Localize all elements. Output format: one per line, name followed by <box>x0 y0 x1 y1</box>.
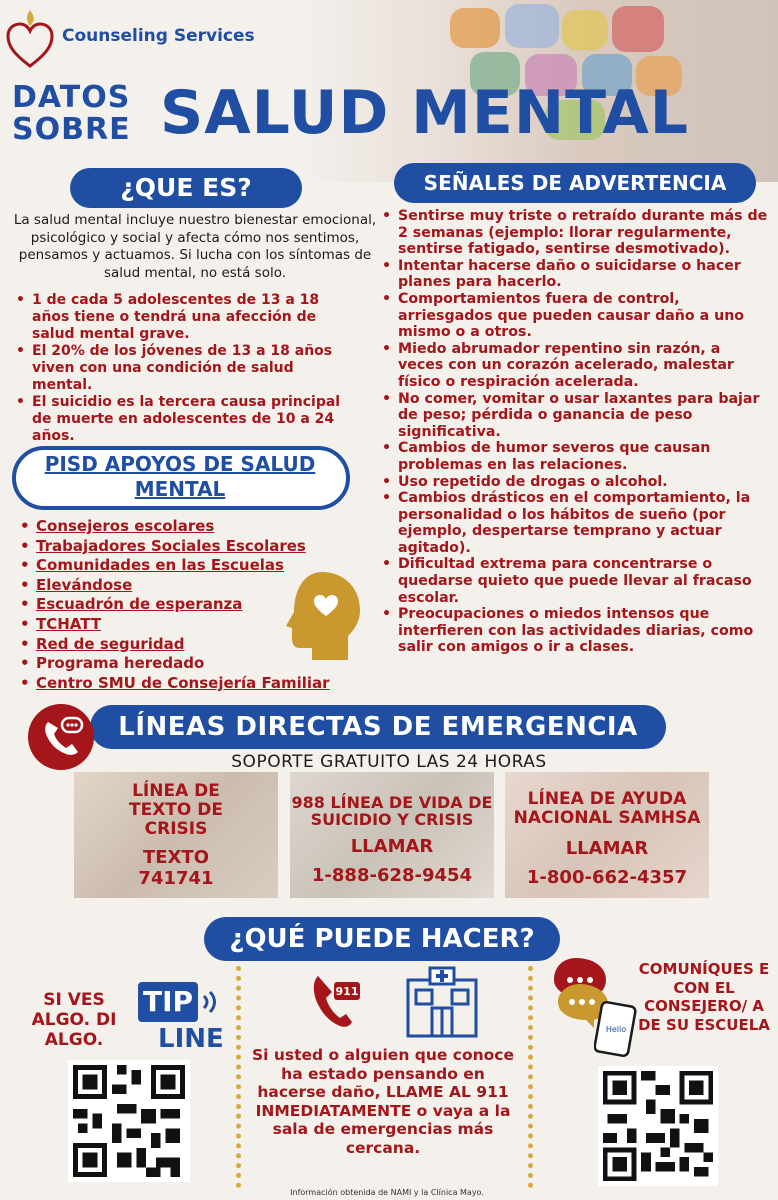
support-link-elevandose[interactable]: • Elevándose <box>16 576 346 596</box>
support-link-trabajadores[interactable]: • Trabajadores Sociales Escolares <box>16 537 346 557</box>
hotline-title: LÍNEA DE TEXTO DE CRISIS <box>128 781 223 839</box>
hotline-action: LLAMAR <box>565 838 649 859</box>
warning-sign-item: • Uso repetido de drogas o alcohol. <box>378 474 768 491</box>
que-es-heading: ¿QUE ES? <box>70 168 302 208</box>
phone-911-icon <box>306 968 364 1032</box>
tip-line-logo[interactable] <box>138 982 222 1056</box>
qr-code-tipline[interactable] <box>68 1060 190 1182</box>
smartphone-icon <box>594 1000 638 1058</box>
page-title: SALUD MENTAL <box>160 78 690 148</box>
hotline-action: LLAMAR <box>350 836 434 857</box>
fact-item: • 1 de cada 5 adolescentes de 13 a 18 años tiene o tendrá una afección de salud mental grave. <box>12 292 352 343</box>
support-item-programa: • Programa heredado <box>16 654 346 674</box>
logo <box>4 6 56 70</box>
warning-sign-item: • Comportamientos fuera de control, arriesgados que pueden causar daño a uno mismo o a otros. <box>378 291 768 341</box>
hotline-number[interactable]: 1-800-662-4357 <box>526 867 688 888</box>
heart-flame-icon <box>4 6 56 70</box>
fact-item: • El 20% de los jóvenes de 13 a 18 años viven con una condición de salud mental. <box>12 343 352 394</box>
signal-waves-icon <box>200 988 220 1016</box>
hotline-title: LÍNEA DE AYUDA NACIONAL SAMHSA <box>513 789 701 828</box>
line-label: LINE <box>158 1024 224 1054</box>
support-link-tchatt[interactable]: • TCHATT <box>16 615 346 635</box>
phone-screen-text: Hello <box>605 1025 627 1034</box>
header-line2: SOBRE <box>12 112 131 147</box>
qr-code-counselor[interactable] <box>598 1066 718 1186</box>
warning-sign-item: • Cambios drásticos en el comportamiento, la personalidad o los hábitos de sueño (por ejemplo, despertarse temprano y actuar agitado). <box>378 490 768 556</box>
phone-badge-text: 911 <box>335 985 359 998</box>
senales-list <box>378 208 768 656</box>
apoyos-heading: PISD APOYOS DE SALUD MENTAL <box>44 452 316 501</box>
support-link-comunidades[interactable]: • Comunidades en las Escuelas <box>16 556 346 576</box>
support-link-smu[interactable]: • Centro SMU de Consejería Familiar <box>16 674 346 694</box>
fact-item: • El suicidio es la tercera causa principal de muerte en adolescentes de 10 a 24 años. <box>12 394 352 445</box>
tip-label: TIP <box>138 982 198 1022</box>
senales-heading: SEÑALES DE ADVERTENCIA <box>394 163 756 203</box>
warning-sign-item: • No comer, vomitar o usar laxantes para bajar de peso; pérdida o ganancia de peso significativa. <box>378 391 768 441</box>
source-note: Información obtenida de NAMI y la Clínica Mayo. <box>290 1188 484 1197</box>
warning-sign-item: • Cambios de humor severos que causan problemas en las relaciones. <box>378 440 768 473</box>
support-link-escuadron[interactable]: • Escuadrón de esperanza <box>16 595 346 615</box>
emergencia-subheading: SOPORTE GRATUITO LAS 24 HORAS <box>231 752 547 772</box>
contact-counselor-text: COMUNÍQUES E CON EL CONSEJERO/ A DE SU ESCUELA <box>638 960 770 1034</box>
hospital-icon <box>404 966 480 1040</box>
support-link-consejeros[interactable]: • Consejeros escolares <box>16 517 346 537</box>
hacer-heading: ¿QUÉ PUEDE HACER? <box>204 917 560 961</box>
que-es-facts <box>12 292 352 445</box>
hotline-card-samhsa <box>505 772 709 898</box>
head-heart-icon <box>282 568 364 664</box>
que-es-intro: La salud mental incluye nuestro bienestar emocional, psicológico y social y afecta cómo nos sentimos, pensamos y actuamos. Si lucha con los síntomas de salud mental, no está solo. <box>13 212 377 281</box>
warning-sign-item: • Dificultad extrema para concentrarse o quedarse quieto que puede llevar al fracaso escolar. <box>378 556 768 606</box>
see-something-text: SI VES ALGO. DI ALGO. <box>31 990 117 1050</box>
call-911-text: Si usted o alguien que conoce ha estado pensando en hacerse daño, LLAME AL 911 INMEDIATAMENTE o vaya a la sala de emergencias más cercana. <box>252 1046 515 1157</box>
hotline-title: 988 LÍNEA DE VIDA DE SUICIDIO Y CRISIS <box>291 793 493 829</box>
hotline-number[interactable]: 741741 <box>138 868 214 889</box>
brand-name: Counseling Services <box>62 26 255 46</box>
header-line1: DATOS <box>12 80 131 115</box>
support-link-red-seguridad[interactable]: • Red de seguridad <box>16 635 346 655</box>
warning-sign-item: • Miedo abrumador repentino sin razón, a veces con un corazón acelerado, malestar físico o respiración acelerada. <box>378 341 768 391</box>
warning-sign-item: • Sentirse muy triste o retraído durante más de 2 semanas (ejemplo: llorar regularmente, sentirse fatigado, sentirse desmotivado). <box>378 208 768 258</box>
hotline-card-crisis-text <box>74 772 278 898</box>
divider-right <box>528 966 533 1188</box>
hotline-card-988 <box>290 772 494 898</box>
divider-left <box>236 966 241 1188</box>
emergencia-heading: LÍNEAS DIRECTAS DE EMERGENCIA <box>90 705 666 749</box>
hotline-action: TEXTO <box>142 847 210 868</box>
warning-sign-item: • Preocupaciones o miedos intensos que interfieren con las actividades diarias, como salir con amigos o ir a clases. <box>378 606 768 656</box>
hotline-number[interactable]: 1-888-628-9454 <box>311 865 473 886</box>
warning-sign-item: • Intentar hacerse daño o suicidarse o hacer planes para hacerlo. <box>378 258 768 291</box>
